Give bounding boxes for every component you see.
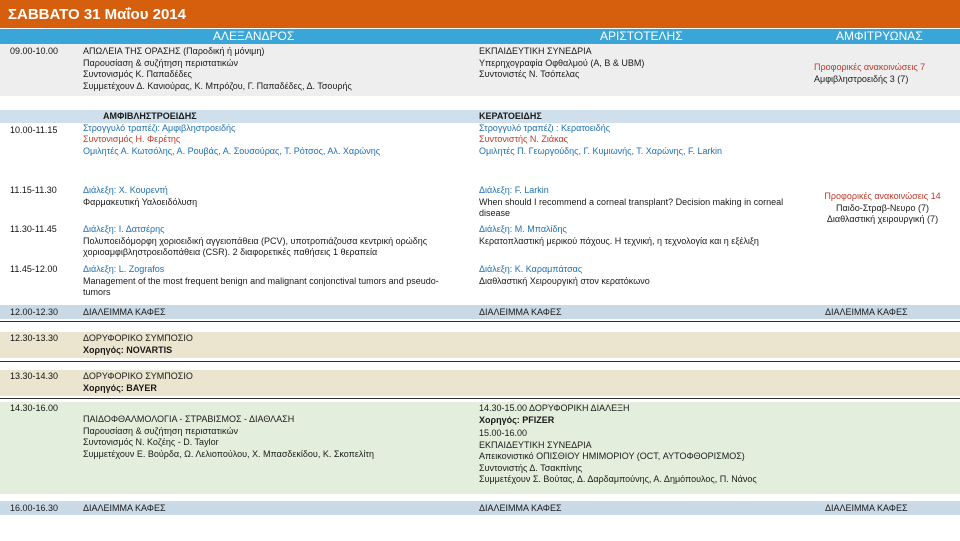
session-participants: Συμμετέχουν Ε. Βούρδα, Ω. Λελιοπούλου, Χ. Μπασδεκίδου, Κ. Σκοπελίτη: [83, 448, 374, 459]
session-0900-alexandros: [83, 46, 352, 92]
session-speakers: Ομιλητές Π. Γεωργούδης, Γ. Κυμιωνής, Τ. Χαρώνης, F. Larkin: [479, 145, 722, 156]
divider: [0, 398, 960, 399]
session-1000-alexandros: [83, 111, 380, 157]
time-label: 11.15-11.30: [10, 185, 57, 195]
session-1430: [0, 402, 960, 494]
session-participants: Συμμετέχουν Δ. Κανιούρας, Κ. Μπρόζου, Γ. Παπαδέδες, Δ. Τσουρής: [83, 80, 352, 91]
symposium-info: [83, 333, 193, 356]
symposium-title: ΔΟΡΥΦΟΡΙΚΟ ΣΥΜΠΟΣΙΟ: [83, 371, 193, 381]
session-1430-alexandros: [83, 414, 374, 460]
session-title: ΑΠΩΛΕΙΑ ΤΗΣ ΟΡΑΣΗΣ (Παροδική ή μόνιμη): [83, 46, 265, 56]
room-alexandros: ΑΛΕΞΑΝΔΡΟΣ: [213, 29, 295, 43]
oral-presentations: Προφορικές ανακοινώσεις 14: [824, 191, 941, 201]
session-title: ΕΚΠΑΙΔΕΥΤΙΚΗ ΣΥΝΕΔΡΙΑ: [479, 46, 592, 56]
session-chair: Συντονισμός Η. Φερέτης: [83, 134, 181, 144]
time-label: 11.45-12.00: [10, 264, 58, 274]
divider: [0, 321, 960, 322]
oral-topic: Παιδο-Στραβ-Νευρο (7): [836, 202, 929, 213]
session-0900-aristotelis: [479, 46, 644, 81]
lecture-kourenti: [83, 185, 463, 208]
session-speakers: Ομιλητές Α. Κωτσόλης, Α. Ρουβάς, Α. Σουσούρας, Τ. Ρότσος, Αλ. Χαρώνης: [83, 145, 381, 156]
lecture-title: Πολυποειδόμορφη χοριοειδική αγγειοπάθεια (PCV), υποτροπιάζουσα κεντρική ορώδης χοριοαμφιβληστροειδοπάθεια (CSR). 2 διαφορετικές παθήσεις 1 θεραπεία: [83, 235, 428, 257]
room-header-row: [0, 29, 960, 44]
break-label: ΔΙΑΛΕΙΜΜΑ ΚΑΦΕΣ: [83, 503, 166, 513]
lecture-datseris: [83, 224, 453, 259]
time-label: 11.30-11.45: [10, 224, 57, 234]
satellite-symposium-bayer: [0, 370, 960, 396]
symposium-sponsor: Χορηγός: BAYER: [83, 382, 157, 393]
lecture-title: Φαρμακευτική Υαλοειδόλυση: [83, 196, 198, 207]
time-label: 13.30-14.30: [10, 371, 59, 381]
session-time: 15.00-16.00: [479, 428, 528, 438]
oral-topic: Διαθλαστική χειρουργική (7): [826, 214, 939, 224]
break-label: ΔΙΑΛΕΙΜΜΑ ΚΑΦΕΣ: [825, 503, 908, 513]
session-0900-amfitryonas: [814, 62, 925, 85]
lecture-sponsor: Χορηγός: PFIZER: [479, 414, 555, 425]
time-label: 10.00-11.15: [10, 125, 58, 135]
session-chair: Συντονιστής Ν. Ζιάκας: [479, 134, 569, 144]
session-1430-aristotelis: [479, 403, 757, 486]
lecture-title: When should I recommend a corneal transplant? Decision making in corneal disease: [479, 196, 784, 218]
break-label: ΔΙΑΛΕΙΜΜΑ ΚΑΦΕΣ: [479, 503, 562, 513]
time-label: 14.30-16.00: [10, 403, 59, 413]
symposium-sponsor: Χορηγός: NOVARTIS: [83, 344, 173, 355]
lecture-zografos: [83, 264, 453, 299]
lecture-speaker: Διάλεξη: Μ. Μπαλίδης: [479, 224, 567, 234]
page-title: ΣΑΒΒΑΤΟ 31 Μαΐου 2014: [8, 6, 186, 23]
break-label: ΔΙΑΛΕΙΜΜΑ ΚΑΦΕΣ: [479, 307, 562, 317]
session-title: ΕΚΠΑΙΔΕΥΤΙΚΗ ΣΥΝΕΔΡΙΑ: [479, 439, 592, 450]
session-chair: Συντονισμός Κ. Παπαδέδες: [83, 69, 192, 79]
session-heading: ΑΜΦΙΒΛΗΣΤΡΟΕΙΔΗΣ: [103, 111, 197, 121]
time-label: 16.00-16.30: [10, 503, 59, 513]
oral-presentations: Προφορικές ανακοινώσεις 7: [814, 62, 926, 72]
session-1115: [0, 183, 960, 303]
round-table: Στρογγυλό τραπέζι : Κερατοειδής: [479, 122, 611, 133]
room-aristotelis: ΑΡΙΣΤΟΤΕΛΗΣ: [600, 29, 683, 43]
session-chair: Συντονιστές Ν. Τσόπελας: [479, 69, 580, 79]
session-heading: ΚΕΡΑΤΟΕΙΔΗΣ: [479, 111, 542, 121]
break-label: ΔΙΑΛΕΙΜΜΑ ΚΑΦΕΣ: [825, 307, 908, 317]
session-0900: [0, 44, 960, 96]
time-label: 09.00-10.00: [10, 46, 59, 56]
oral-topic: Αμφιβληστροειδής 3 (7): [814, 73, 909, 84]
lecture-title: Management of the most frequent benign and malignant conjonctival tumors and pseudo-tumors: [83, 275, 439, 297]
lecture-speaker: Διάλεξη: Ι. Δατσέρης: [83, 224, 165, 234]
symposium-info: [83, 371, 193, 394]
session-topic: Υπερηχογραφία Οφθαλμού (A, B & UBM): [479, 57, 645, 68]
lecture-title: Κερατοπλαστική μερικού πάχους. Η τεχνική, η τεχνολογία και η εξέλιξη: [479, 235, 759, 246]
satellite-lecture: 14.30-15.00 ΔΟΡΥΦΟΡΙΚΗ ΔΙΑΛΕΞΗ: [479, 403, 630, 413]
session-1115-amfitryonas: [810, 191, 955, 226]
lecture-speaker: Διάλεξη: L. Zografos: [83, 264, 165, 274]
divider: [0, 361, 960, 362]
round-table: Στρογγυλό τραπέζι: Αμφιβληστροειδής: [83, 122, 236, 133]
lecture-speaker: Διάλεξη: Χ. Κουρεντή: [83, 185, 168, 195]
lecture-balidis: [479, 224, 789, 247]
lecture-karampatsas: [479, 264, 789, 287]
room-amfitryonas: ΑΜΦΙΤΡΥΩΝΑΣ: [836, 29, 923, 43]
session-topic: Απεικονιστικό ΟΠΙΣΘΙΟΥ ΗΜΙΜΟΡΙΟΥ (OCT, ΑΥΤΟΦΘΟΡΙΣΜΟΣ): [479, 451, 745, 461]
coffee-break-bar: [0, 501, 960, 515]
session-title: ΠΑΙΔΟΦΘΑΛΜΟΛΟΓΙΑ - ΣΤΡΑΒΙΣΜΟΣ - ΔΙΑΘΛΑΣΗ: [83, 414, 295, 424]
break-label: ΔΙΑΛΕΙΜΜΑ ΚΑΦΕΣ: [83, 307, 166, 317]
lecture-larkin: [479, 185, 789, 220]
session-1000: [0, 110, 960, 168]
lecture-speaker: Διάλεξη: F. Larkin: [479, 185, 549, 195]
session-participants: Συμμετέχουν Σ. Βούτας, Δ. Δαρδαμπούνης, Α. Δημόπουλος, Π. Νάνος: [479, 474, 757, 484]
satellite-symposium-novartis: [0, 332, 960, 358]
session-format: Παρουσίαση & συζήτηση περιστατικών: [83, 57, 238, 68]
session-chair: Συντονισμός Ν. Κοζέης - D. Taylor: [83, 437, 219, 447]
symposium-title: ΔΟΡΥΦΟΡΙΚΟ ΣΥΜΠΟΣΙΟ: [83, 333, 193, 343]
session-1000-aristotelis: [479, 111, 722, 157]
lecture-speaker: Διάλεξη: Κ. Καραμπάτσας: [479, 264, 583, 274]
session-chair: Συντονιστής Δ. Τσακπίνης: [479, 462, 583, 473]
lecture-title: Διαθλαστική Χειρουργική στον κερατόκωνο: [479, 275, 650, 286]
coffee-break-bar: [0, 305, 960, 319]
header-bar: [0, 0, 960, 28]
time-label: 12.00-12.30: [10, 307, 59, 317]
session-format: Παρουσίαση & συζήτηση περιστατικών: [83, 425, 238, 436]
time-label: 12.30-13.30: [10, 333, 59, 343]
